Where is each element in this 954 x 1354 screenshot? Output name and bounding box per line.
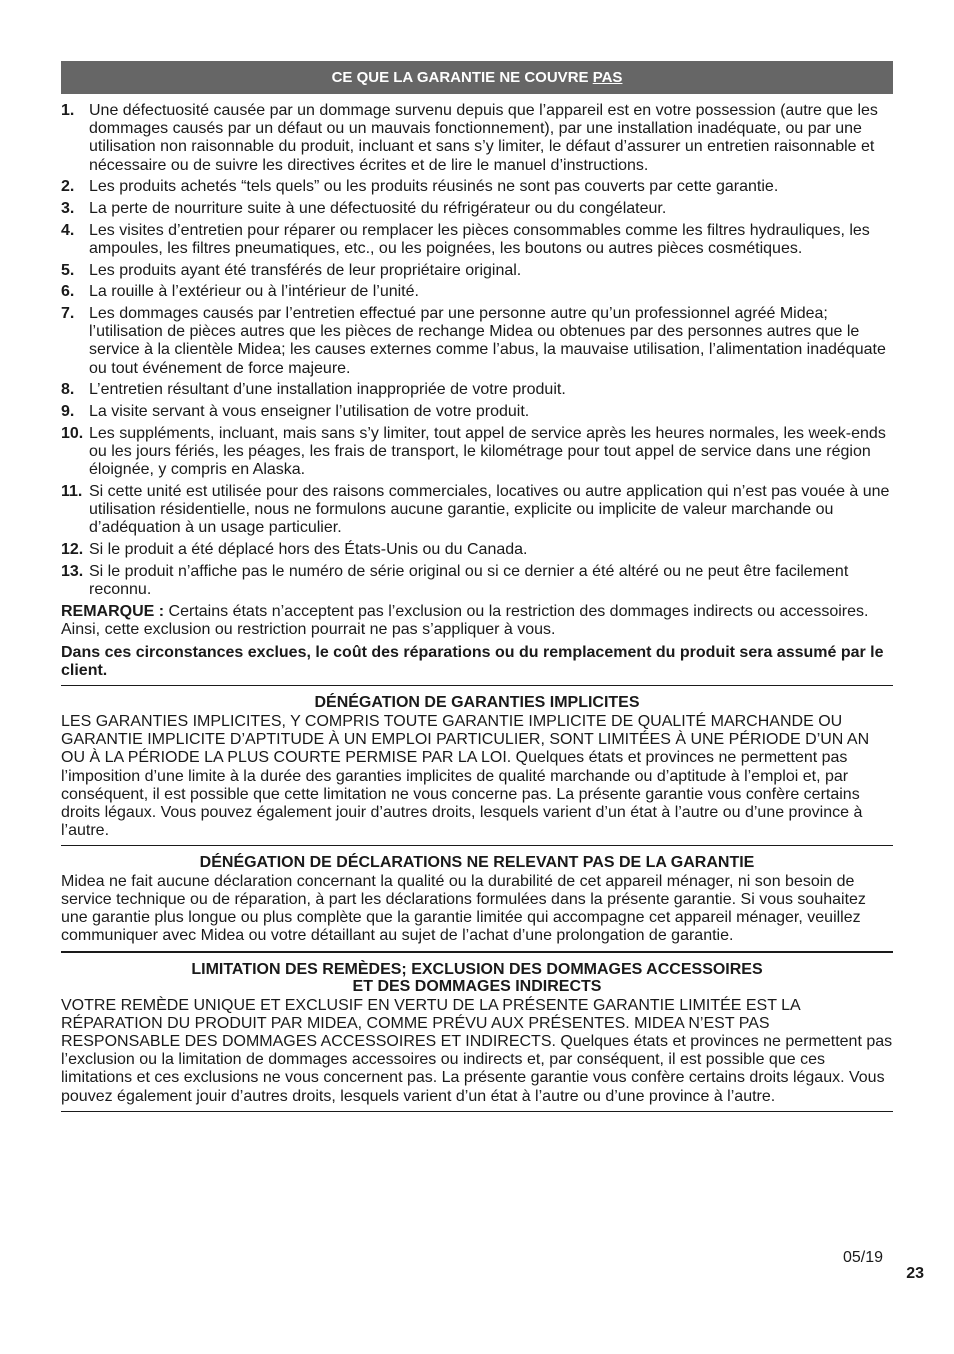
section-title-line: ET DES DOMMAGES INDIRECTS — [352, 978, 602, 996]
list-item — [61, 222, 893, 258]
section-header-bar — [61, 61, 893, 94]
item-number: 6. — [61, 283, 75, 301]
item-text: Si le produit a été déplacé hors des États-Unis ou du Canada. — [89, 540, 528, 558]
item-text: Si le produit n’affiche pas le numéro de série original ou si ce dernier a été altéré ou ne peut être facilement reconnu. — [89, 562, 849, 598]
list-item — [61, 483, 893, 538]
item-number: 1. — [61, 102, 75, 119]
list-item — [61, 262, 893, 280]
item-number: 3. — [61, 200, 75, 218]
item-number: 7. — [61, 305, 75, 323]
list-item — [61, 178, 893, 196]
item-text: Les visites d’entretien pour réparer ou remplacer les pièces consommables comme les filtres hydrauliques, les ampoules, les filtres pneumatiques, etc., ou les poignées, les boutons ou autres pièces cosmétiques. — [89, 221, 870, 257]
item-number: 10. — [61, 424, 84, 442]
header-title-underlined: PAS — [592, 69, 623, 86]
list-item — [61, 381, 893, 399]
list-item — [61, 403, 893, 421]
item-number: 8. — [61, 381, 75, 399]
item-text: Les produits achetés “tels quels” ou les produits réusinés ne sont pas couverts par cette garantie. — [89, 178, 779, 196]
remark-paragraph — [61, 603, 893, 639]
revision-date: 05/19 — [842, 1249, 883, 1266]
list-item — [61, 305, 893, 378]
item-text: Les dommages causés par l’entretien effectué par une personne autre qu’un professionnel agréé Midea; l’utilisation de pièces autres que les pièces de rechange Midea ou obtenues par des personnes autres que le service à la clientèle Midea; les causes externes comme l’abus, la mauvaise utilisation, l’alimentation inadéquate ou tout événement de force majeure. — [89, 305, 886, 377]
item-number: 4. — [61, 221, 75, 239]
exclusions-list — [61, 102, 893, 599]
item-text: L’entretien résultant d’une installation inappropriée de votre produit. — [89, 381, 566, 399]
item-text: Les produits ayant été transférés de leur propriétaire original. — [89, 261, 522, 279]
section-title: DÉNÉGATION DE GARANTIES IMPLICITES — [314, 694, 640, 712]
divider — [61, 845, 893, 846]
item-number: 13. — [61, 562, 84, 580]
item-number: 12. — [61, 540, 84, 558]
list-item — [61, 563, 893, 599]
section-body: Midea ne fait aucune déclaration concernant la qualité ou la durabilité de cet appareil ménager, ni son besoin de service technique ou de réparation, à part les déclarations formulées dans la présente garantie. Si vous souhaitez une garantie plus longue ou plus complète que la garantie limitée qui accompagne cet appareil ménager, veuillez communiquer avec Midea ou votre détaillant au sujet de l’achat d’une prolongation de garantie. — [61, 872, 866, 945]
item-text: Si cette unité est utilisée pour des raisons commerciales, locatives ou autre application qui n’est pas vouée à une utilisation résidentielle, nous ne formulons aucune garantie, explicite ou implicite de valeur marchande ou d’adéquation à un usage particulier. — [89, 482, 890, 537]
item-text: Une défectuosité causée par un dommage survenu depuis que l’appareil est en votre possession (autre que les dommages causés par un défaut ou un mauvais fonctionnement), par une installation inadéquate, ou par une utilisation non raisonnable du produit, incluant et sans s’y limiter, le défaut d’assurer un entretien raisonnable et nécessaire ou de suivre les directives écrites et de lire le manuel d’instructions. — [89, 102, 878, 174]
list-item — [61, 283, 893, 301]
page-number: 23 — [906, 1265, 924, 1282]
remark-label: REMARQUE : — [61, 602, 165, 620]
section-body: LES GARANTIES IMPLICITES, Y COMPRIS TOUTE GARANTIE IMPLICITE DE QUALITÉ MARCHANDE OU GARANTIE IMPLICITE D’APTITUDE À UN EMPLOI PARTICULIER, SONT LIMITÉES À UNE PÉRIODE D’UN AN OU À LA PÉRIODE LA PLUS COURTE PERMISE PAR LA LOI. Quelques états et provinces ne permettent pas l’imposition d’une limite à la durée des garanties implicites de qualité marchande ou d’aptitude à l’emploi et, par conséquent, il est possible que cette limitation ne vous concerne pas. La présente garantie vous confère certains droits légaux. Vous pouvez également jouir d’autres droits, lesquels varient d’un état à l’autre ou d’une province à l’autre. — [61, 712, 870, 840]
list-item — [61, 102, 893, 175]
list-item — [61, 200, 893, 218]
warranty-page — [61, 61, 893, 1112]
item-text: Les suppléments, incluant, mais sans s’y limiter, tout appel de service après les heures normales, les week-ends ou les jours fériés, les péages, les frais de transport, le kilométrage pour tout appel de service dans une région éloignée, y compris en Alaska. — [89, 424, 886, 479]
item-number: 5. — [61, 261, 75, 279]
item-number: 9. — [61, 403, 75, 421]
section-title-line: LIMITATION DES REMÈDES; EXCLUSION DES DOMMAGES ACCESSOIRES — [191, 960, 763, 978]
item-number: 11. — [61, 482, 83, 500]
header-title: CE QUE LA GARANTIE NE COUVRE — [331, 69, 593, 86]
list-item — [61, 425, 893, 480]
remark-text: Certains états n’acceptent pas l’exclusion ou la restriction des dommages indirects ou accessoires. Ainsi, cette exclusion ou restriction pourrait ne pas s’appliquer à vous. — [61, 602, 869, 638]
customer-cost-note: Dans ces circonstances exclues, le coût des réparations ou du remplacement du produit sera assumé par le client. — [61, 643, 884, 680]
section-body: VOTRE REMÈDE UNIQUE ET EXCLUSIF EN VERTU DE LA PRÉSENTE GARANTIE LIMITÉE EST LA RÉPARATION DU PRODUIT PAR MIDEA, COMME PRÉVU AUX PRÉSENTES. MIDEA N’EST PAS RESPONSABLE DES DOMMAGES ACCESSOIRES ET INDIRECTS. Quelques états et provinces ne permettent pas l’exclusion ou la limitation de dommages accessoires ou indirects et, par conséquent, il est possible que ces limitations et ces exclusions ne vous concernent pas. La présente garantie vous confère certains droits légaux. Vous pouvez également jouir d’autres droits, lesquels varient d’un état à l’autre ou d’une province à l’autre. — [61, 996, 893, 1105]
section-title — [61, 961, 893, 996]
divider — [61, 685, 893, 686]
divider — [61, 1111, 893, 1112]
item-text: La rouille à l’extérieur ou à l’intérieur de l’unité. — [89, 283, 419, 301]
item-text: La perte de nourriture suite à une défectuosité du réfrigérateur ou du congélateur. — [89, 200, 667, 218]
item-text: La visite servant à vous enseigner l’utilisation de votre produit. — [89, 403, 530, 421]
item-number: 2. — [61, 178, 75, 196]
list-item — [61, 541, 893, 559]
section-title: DÉNÉGATION DE DÉCLARATIONS NE RELEVANT PAS DE LA GARANTIE — [199, 854, 755, 872]
divider — [61, 951, 893, 953]
